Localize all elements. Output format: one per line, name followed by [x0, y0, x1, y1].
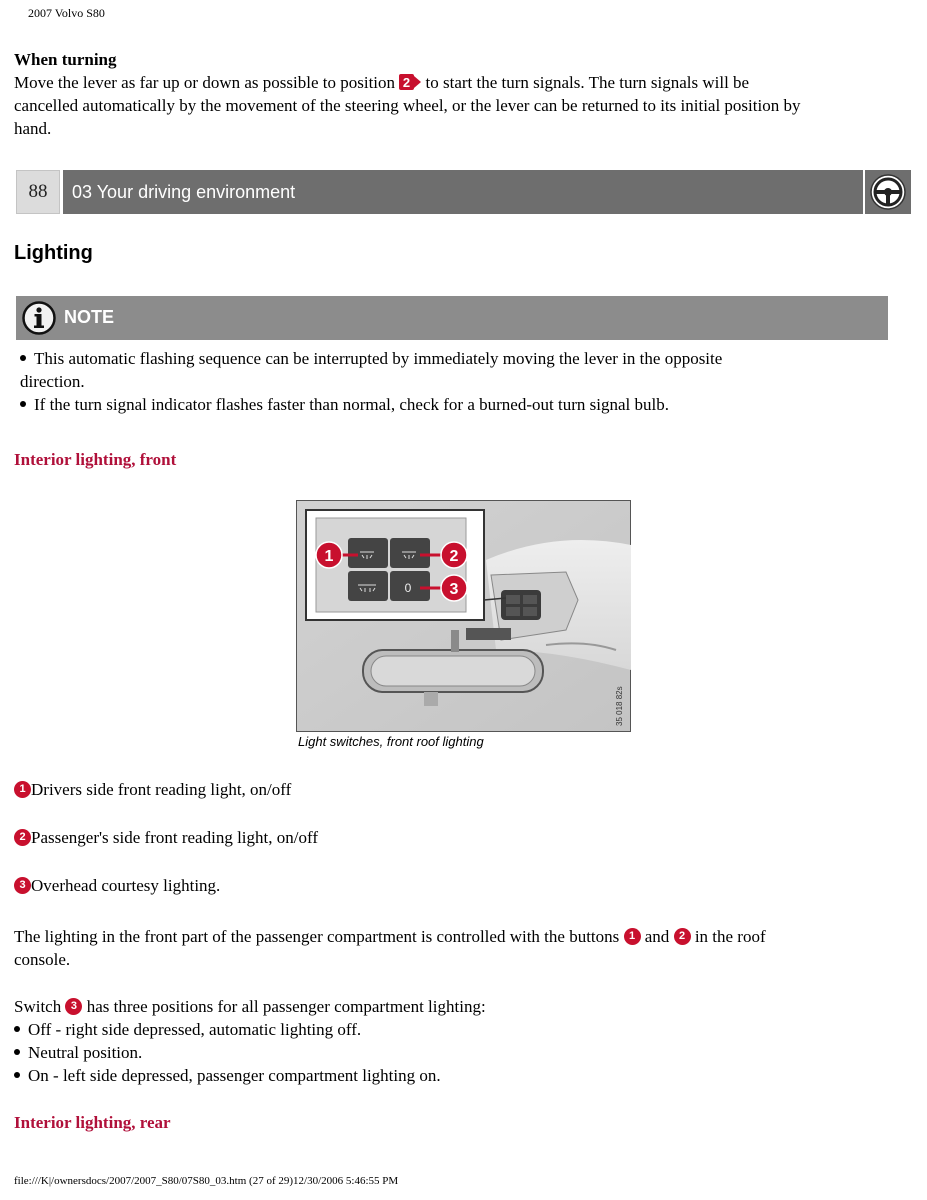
when-turning-line2: cancelled automatically by the movement of the steering wheel, or the lever can be returned to its initial position by [14, 96, 801, 115]
list-item [14, 1018, 361, 1041]
position-on: On - left side depressed, passenger compartment lighting on. [28, 1066, 441, 1085]
svg-text:2: 2 [449, 548, 459, 565]
badge-1-icon: 1 [624, 928, 641, 945]
position-2-arrow-icon [399, 73, 421, 91]
info-icon [22, 301, 56, 340]
section-title: Lighting [14, 242, 93, 264]
paragraph-text-after: in the roof [694, 927, 766, 946]
svg-text:2: 2 [403, 75, 411, 91]
interior-front-heading: Interior lighting, front [14, 450, 177, 469]
switch-zero-label: 0 [404, 581, 412, 595]
list-item [14, 778, 291, 801]
callout-1 [316, 542, 342, 568]
note-bullet-1-line1: This automatic flashing sequence can be interrupted by immediately moving the lever in the opposite [34, 349, 723, 368]
note-label: NOTE [64, 307, 115, 327]
note-bullet-1 [20, 347, 722, 370]
list-item [14, 1064, 441, 1087]
bullet-icon [20, 401, 26, 407]
list-item [14, 826, 318, 849]
list-item [14, 874, 220, 897]
callout-3 [441, 575, 467, 601]
switch-text-before: Switch [14, 997, 62, 1016]
front-lighting-paragraph-line1 [14, 925, 766, 948]
turning-text-before: Move the lever as far up or down as possible to position [14, 73, 396, 92]
badge-2-icon: 2 [674, 928, 691, 945]
callout-2 [441, 542, 467, 568]
when-turning-heading: When turning [14, 50, 117, 69]
badge-3-icon: 3 [14, 877, 31, 894]
figure-caption: Light switches, front roof lighting [298, 734, 484, 749]
bullet-icon [20, 355, 26, 361]
note-bullet-2-text: If the turn signal indicator flashes faster than normal, check for a burned-out turn signal bulb. [34, 395, 669, 414]
list-item-text: Overhead courtesy lighting. [31, 876, 221, 895]
bullet-icon [14, 1026, 20, 1032]
figure-code: 35 018 82s [615, 686, 624, 726]
page-number: 88 [16, 170, 60, 214]
badge-1-icon: 1 [14, 781, 31, 798]
paragraph-and: and [644, 927, 670, 946]
chapter-title: 03 Your driving environment [63, 170, 863, 214]
list-item-text: Drivers side front reading light, on/off [31, 780, 292, 799]
switch-text-after: has three positions for all passenger compartment lighting: [86, 997, 486, 1016]
roof-light-figure [296, 500, 631, 732]
bullet-icon [14, 1049, 20, 1055]
list-item-text: Passenger's side front reading light, on/off [31, 828, 318, 847]
when-turning-line1 [14, 71, 914, 94]
turning-text-after: to start the turn signals. The turn signals will be [425, 73, 750, 92]
position-off: Off - right side depressed, automatic lighting off. [28, 1020, 362, 1039]
front-lighting-paragraph-line2: console. [14, 950, 71, 969]
paragraph-text: The lighting in the front part of the passenger compartment is controlled with the buttons [14, 927, 620, 946]
list-item [14, 1041, 142, 1064]
steering-wheel-icon [865, 170, 911, 214]
chapter-bar [16, 170, 911, 214]
note-bullet-2 [20, 393, 669, 416]
svg-text:1: 1 [324, 548, 334, 565]
note-bullet-1-line2: direction. [20, 372, 85, 391]
switch-paragraph [14, 995, 486, 1018]
badge-3-icon: 3 [65, 998, 82, 1015]
document-title: 2007 Volvo S80 [28, 6, 105, 20]
badge-2-icon: 2 [14, 829, 31, 846]
position-neutral: Neutral position. [28, 1043, 143, 1062]
note-bar [16, 296, 888, 340]
footer-path: file:///K|/ownersdocs/2007/2007_S80/07S80_03.htm (27 of 29)12/30/2006 5:46:55 PM [14, 1175, 399, 1187]
interior-rear-heading: Interior lighting, rear [14, 1113, 171, 1132]
svg-text:3: 3 [449, 581, 459, 598]
when-turning-line3: hand. [14, 119, 52, 138]
bullet-icon [14, 1072, 20, 1078]
